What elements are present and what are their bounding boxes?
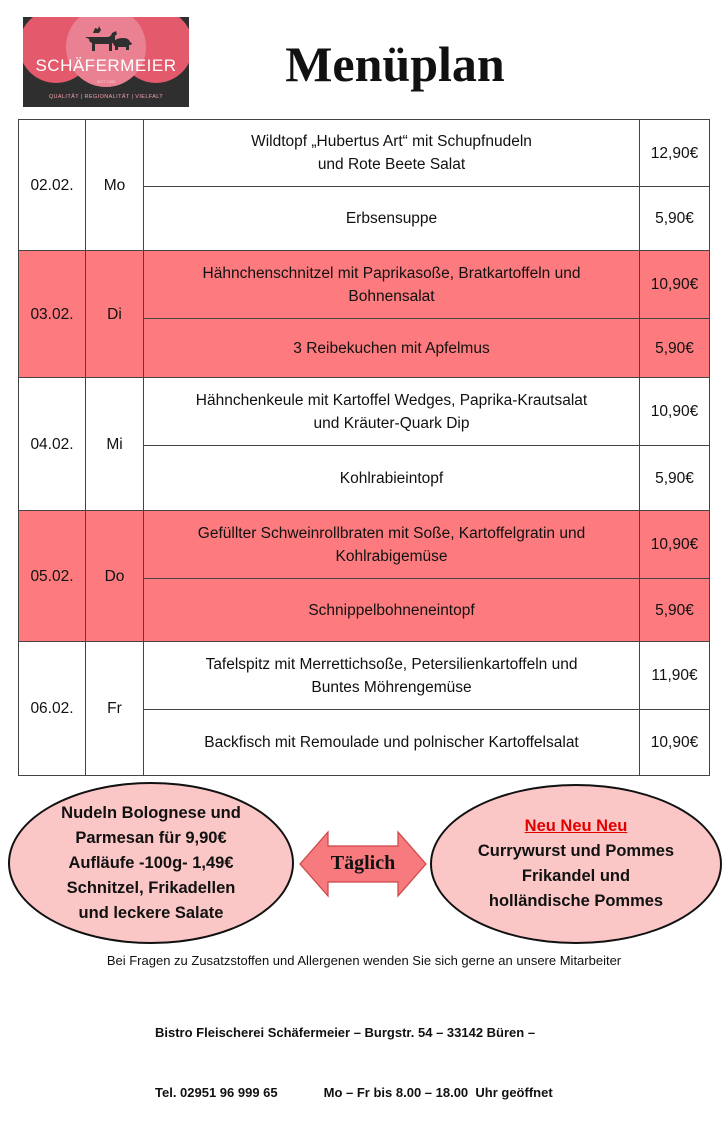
menu-price: 11,90€: [640, 642, 710, 710]
menu-date: 03.02.: [19, 251, 86, 378]
daily-offer-line: Parmesan für 9,90€: [75, 828, 227, 847]
menu-dish-line: Hähnchenkeule mit Kartoffel Wedges, Paprika-Krautsalat: [195, 391, 588, 409]
daily-offer-ellipse: [8, 782, 294, 944]
menu-dish-line: Backfisch mit Remoulade und polnischer Kartoffelsalat: [204, 734, 579, 751]
menu-dish: [144, 579, 640, 642]
new-item-line: holländische Pommes: [488, 892, 664, 910]
menu-dish-line: und Kräuter-Quark Dip: [313, 414, 470, 432]
menu-dish: [144, 511, 640, 579]
menu-weekday: Fr: [86, 642, 144, 776]
page-title: Menüplan: [285, 36, 505, 92]
company-logo: [23, 17, 189, 107]
menu-dish: [144, 642, 640, 710]
daily-label: Täglich: [330, 852, 396, 874]
new-item-line: Currywurst und Pommes: [477, 842, 675, 860]
menu-dish-line: Tafelspitz mit Merrettichsoße, Petersilienkartoffeln und: [205, 655, 578, 673]
menu-dish-line: Schnippelbohneneintopf: [308, 601, 475, 619]
menu-dish-line: Wildtopf „Hubertus Art“ mit Schupfnudeln: [251, 133, 532, 150]
daily-offer-line: und leckere Salate: [78, 903, 224, 922]
menu-row: [19, 251, 710, 319]
menu-dish: [144, 187, 640, 251]
menu-dish-line: Buntes Möhrengemüse: [311, 678, 472, 696]
menu-price: 5,90€: [640, 446, 710, 511]
daily-offer-line: Aufläufe -100g- 1,49€: [68, 853, 234, 872]
menu-price: 10,90€: [640, 378, 710, 446]
menu-price: 5,90€: [640, 579, 710, 642]
menu-dish: [144, 251, 640, 319]
menu-price: 10,90€: [640, 251, 710, 319]
menu-dish-line: 3 Reibekuchen mit Apfelmus: [293, 339, 490, 357]
menu-price: 10,90€: [640, 710, 710, 776]
footer-hours: Mo – Fr bis 8.00 – 18.00 Uhr geöffnet: [323, 1085, 553, 1100]
farm-animals-icon: [81, 23, 133, 53]
menu-weekday: Di: [86, 251, 144, 378]
footer-phone: Tel. 02951 96 999 65: [155, 1085, 278, 1100]
menu-dish: [144, 710, 640, 776]
menu-weekday: Mo: [86, 120, 144, 251]
menu-row: [19, 511, 710, 579]
menu-price: 12,90€: [640, 120, 710, 187]
menu-dish-line: Hähnchenschnitzel mit Paprikasoße, Bratkartoffeln und: [202, 264, 581, 282]
menu-weekday: Do: [86, 511, 144, 642]
new-items-ellipse: [430, 784, 722, 944]
new-item-line: Frikandel und: [521, 867, 631, 885]
logo-tagline: QUALITÄT | REGIONALITÄT | VIELFALT: [48, 94, 164, 100]
menu-row: [19, 642, 710, 710]
daily-offer-line: Schnitzel, Frikadellen: [66, 878, 236, 897]
menu-table: [18, 119, 710, 776]
menu-price: 10,90€: [640, 511, 710, 579]
menu-price: 5,90€: [640, 187, 710, 251]
menu-dish: [144, 319, 640, 378]
menu-weekday: Mi: [86, 378, 144, 511]
menu-dish: [144, 446, 640, 511]
menu-dish-line: Kohlrabieintopf: [339, 469, 444, 487]
menu-dish-line: und Rote Beete Salat: [317, 156, 466, 173]
menu-date: 02.02.: [19, 120, 86, 251]
menu-dish-line: Bohnensalat: [348, 287, 435, 305]
menu-row: [19, 378, 710, 446]
menu-date: 05.02.: [19, 511, 86, 642]
new-items-headline: Neu Neu Neu: [524, 817, 628, 835]
logo-brand-name: SCHÄFERMEIER: [35, 56, 177, 75]
footer: [155, 983, 553, 1123]
daily-offer-line: Nudeln Bolognese und: [61, 803, 241, 822]
logo-since: SEIT 1965: [96, 79, 116, 84]
menu-dish: [144, 378, 640, 446]
allergen-note: Bei Fragen zu Zusatzstoffen und Allergenen wenden Sie sich gerne an unsere Mitarbeiter: [106, 953, 622, 968]
menu-dish-line: Erbsensuppe: [345, 210, 438, 227]
menu-date: 06.02.: [19, 642, 86, 776]
footer-address: Bistro Fleischerei Schäfermeier – Burgstr. 54 – 33142 Büren –: [155, 1025, 536, 1040]
menu-date: 04.02.: [19, 378, 86, 511]
menu-price: 5,90€: [640, 319, 710, 378]
menu-row: [19, 120, 710, 187]
menu-dish: [144, 120, 640, 187]
menu-dish-line: Gefüllter Schweinrollbraten mit Soße, Kartoffelgratin und: [197, 524, 586, 542]
menu-dish-line: Kohlrabigemüse: [335, 547, 448, 565]
